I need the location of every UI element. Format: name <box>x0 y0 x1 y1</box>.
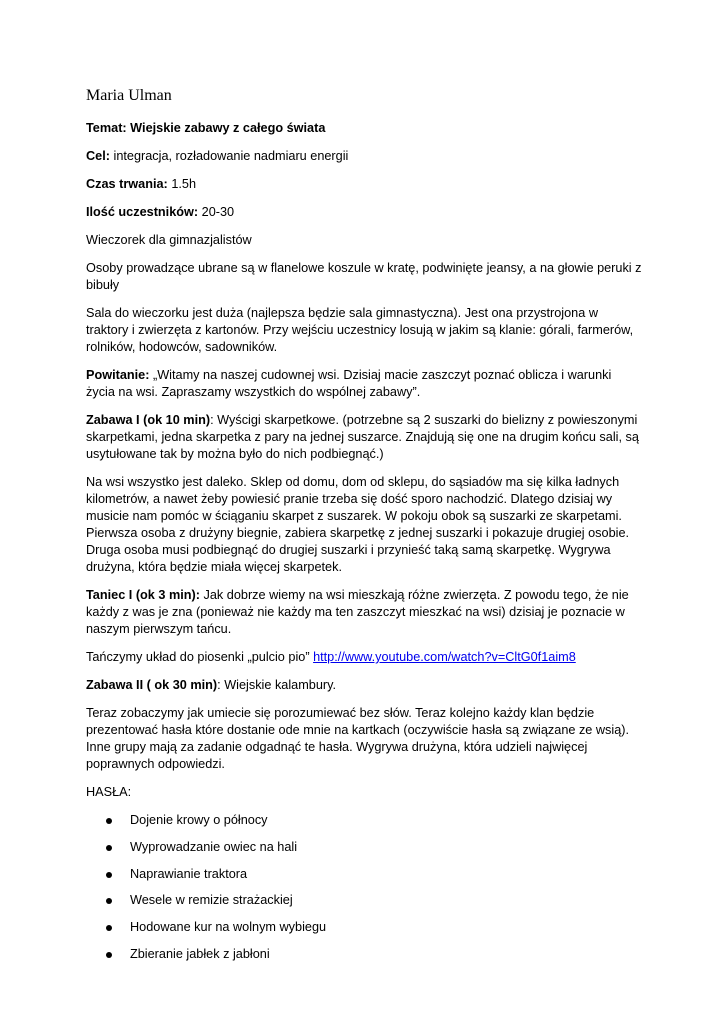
list-item <box>86 919 642 946</box>
dance1-song-line <box>86 649 642 666</box>
passwords-heading: HASŁA: <box>86 785 132 799</box>
duration-text: 1.5h <box>167 177 197 191</box>
game2-text: : Wiejskie kalambury. <box>217 678 337 692</box>
participants-text: 20-30 <box>198 205 235 219</box>
list-item-text: Wesele w remizie strażackiej <box>130 893 293 908</box>
game1-text: : Wyścigi skarpetkowe. (potrzebne są 2 suszarki do bielizny z powieszonymi skarpetkami, jedna skarpetka z pary na jednej suszarce. Znajdują się one na drugim końcu sali, są usytułowane tak by można było do nich podbiegnąć.) <box>86 413 639 461</box>
game1-paragraph <box>86 412 642 463</box>
duration-line <box>86 176 642 193</box>
welcome-text: „Witamy na naszej cudownej wsi. Dzisiaj macie zaszczyt poznać oblicza i warunki życia na wsi. Zapraszamy wszystkich do wspólnej zabawy”. <box>86 368 612 399</box>
bullet-icon <box>106 952 112 958</box>
hall-paragraph: Sala do wieczorku jest duża (najlepsza będzie sala gimnastyczna). Jest ona przystrojona w traktory i zwierzęta z kartonów. Przy wejściu uczestnicy losują w jakim są klanie: górali, farmerów, rolników, hodowców, sadowników. <box>86 306 634 354</box>
author-name: Maria Ulman <box>86 87 172 104</box>
duration-label: Czas trwania: <box>86 177 168 191</box>
bullet-icon <box>106 925 112 931</box>
list-item <box>86 892 642 919</box>
game2-description: Teraz zobaczymy jak umiecie się porozumiewać bez słów. Teraz kolejno każdy klan będzie prezentować hasła które dostanie ode mnie na kartkach (oczywiście hasła są związane ze wsią). Inne grupy mają za zadanie odgadnąć te hasła. Wygrywa drużyna, która udzieli najwięcej poprawnych odpowiedzi. <box>86 706 630 771</box>
goal-text: integracja, rozładowanie nadmiaru energii <box>109 149 349 163</box>
list-item <box>86 946 642 973</box>
list-item <box>86 812 642 839</box>
topic-line <box>86 120 642 137</box>
list-item-text: Dojenie krowy o północy <box>130 813 268 827</box>
game1-description: Na wsi wszystko jest daleko. Sklep od domu, dom od sklepu, do sąsiadów ma się kilka ładnych kilometrów, a nawet żeby powiesić pranie trzeba się dość sporo nachodzić. Dlatego dzisiaj wy musicie nam pomóc w ściąganiu skarpet z suszarek. W pokoju obok są suszarki ze skarpetami. Pierwsza osoba z drużyny biegnie, zabiera skarpetkę z jednej suszarki i pokazuje drugiej osobie. Druga osoba musi podbiegnąć do drugiej suszarki i przynieść taką samą skarpetkę. Wygrywa drużyna, która będzie miała więcej skarpetek. <box>86 475 630 574</box>
list-item-text: Hodowane kur na wolnym wybiegu <box>130 920 327 935</box>
bullet-icon <box>106 845 112 851</box>
document-body <box>86 120 642 973</box>
dance1-paragraph <box>86 587 642 638</box>
list-item-text: Zbieranie jabłek z jabłoni <box>130 946 270 961</box>
list-item <box>86 839 642 866</box>
dance1-song-text: Tańczymy układ do piosenki „pulcio pio” <box>86 650 314 664</box>
dance1-label: Taniec I (ok 3 min): <box>86 588 200 602</box>
game2-label: Zabawa II ( ok 30 min) <box>86 678 218 692</box>
passwords-list <box>86 812 642 973</box>
hosts-paragraph: Osoby prowadzące ubrane są w flanelowe koszule w kratę, podwinięte jeansy, a na głowie peruki z bibuły <box>86 261 642 292</box>
goal-line <box>86 148 642 165</box>
welcome-label: Powitanie: <box>86 368 150 382</box>
goal-label: Cel: <box>86 149 110 163</box>
game2-paragraph <box>86 677 642 694</box>
dance1-text: Jak dobrze wiemy na wsi mieszkają różne zwierzęta. Z powodu tego, że nie każdy z was je zna (ponieważ nie każdy ma ten zaszczyt mieszkać na wsi) dzisiaj je poznacie w naszym pierwszym tańcu. <box>86 588 629 636</box>
audience-line: Wieczorek dla gimnazjalistów <box>86 233 252 247</box>
game1-label: Zabawa I (ok 10 min) <box>86 413 211 427</box>
bullet-icon <box>106 872 112 878</box>
participants-label: Ilość uczestników: <box>86 205 199 219</box>
list-item <box>86 866 642 893</box>
bullet-icon <box>106 898 112 904</box>
list-item-text: Wyprowadzanie owiec na hali <box>130 839 298 854</box>
topic-label: Temat: Wiejskie zabawy z całego świata <box>86 121 326 135</box>
bullet-icon <box>106 818 112 824</box>
list-item-text: Naprawianie traktora <box>130 866 248 881</box>
song-video-link[interactable]: http://www.youtube.com/watch?v=CltG0f1aim8 <box>313 650 576 664</box>
welcome-paragraph <box>86 367 642 401</box>
participants-line <box>86 204 642 221</box>
